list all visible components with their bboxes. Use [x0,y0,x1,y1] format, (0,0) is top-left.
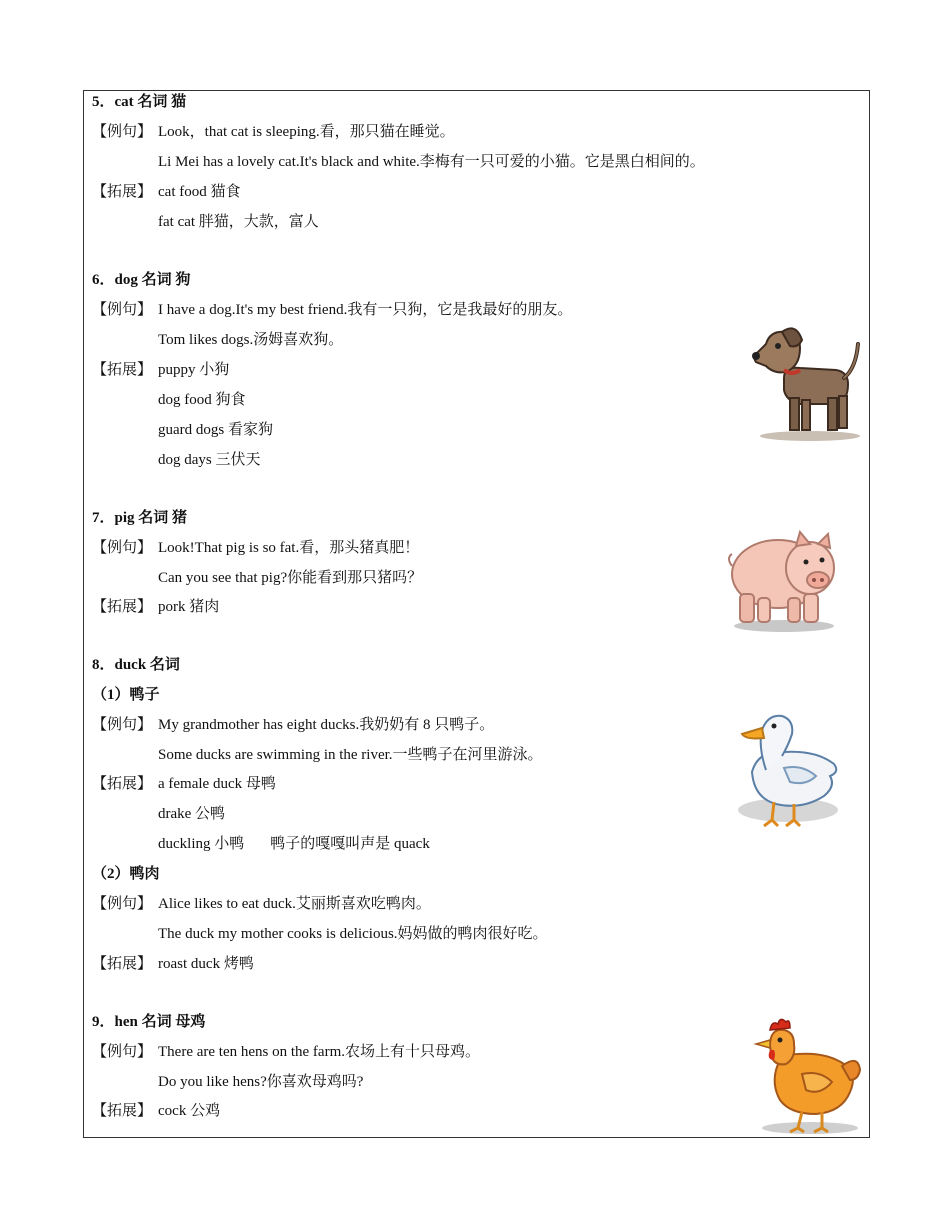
entry-dog-extension-3: guard dogs 看家狗 [158,422,273,438]
entry-duck-example-4: The duck my mother cooks is delicious.妈妈做的鸭肉很好吃。 [158,926,548,942]
entry-duck-extension-1: 【拓展】 a female duck 母鸭 [92,776,276,792]
entry-duck-extension-2: drake 公鸭 [158,806,226,822]
entry-cat-heading: 5．cat 名词 猫 [92,94,187,110]
example-label: 【例句】 [92,124,153,140]
duck-illustration [732,706,844,834]
example-label: 【例句】 [92,540,153,556]
entry-pig-extension-1: 【拓展】 pork 猪肉 [92,599,220,615]
example-label: 【例句】 [92,717,153,733]
entry-hen-heading: 9．hen 名词 母鸡 [92,1014,206,1030]
entry-cat-extension-1: 【拓展】 cat food 猫食 [92,184,241,200]
entry-hen-example-1: 【例句】 There are ten hens on the farm.农场上有十只母鸡。 [92,1044,480,1060]
entry-duck-example-2: Some ducks are swimming in the river.一些鸭子在河里游泳。 [158,747,543,763]
extension-label: 【拓展】 [92,1103,153,1119]
entry-duck-sense-2: （2）鸭肉 [92,866,160,882]
example-label: 【例句】 [92,896,153,912]
extension-label: 【拓展】 [92,362,153,378]
entry-dog-heading: 6．dog 名词 狗 [92,272,191,288]
entry-duck-example-1: 【例句】 My grandmother has eight ducks.我奶奶有 8 只鸭子。 [92,717,495,733]
entry-pig-example-1: 【例句】 Look!That pig is so fat.看，那头猪真肥！ [92,540,420,556]
entry-duck-heading: 8．duck 名词 [92,657,180,673]
entry-dog-example-1: 【例句】 I have a dog.It's my best friend.我有一只狗，它是我最好的朋友。 [92,302,573,318]
extension-label: 【拓展】 [92,776,153,792]
extension-label: 【拓展】 [92,956,153,972]
entry-duck-example-3: 【例句】 Alice likes to eat duck.艾丽斯喜欢吃鸭肉。 [92,896,431,912]
entry-duck-extension-4: 【拓展】 roast duck 烤鸭 [92,956,254,972]
example-label: 【例句】 [92,1044,153,1060]
extension-label: 【拓展】 [92,599,153,615]
entry-duck-extension-3: duckling 小鸭 鸭子的嘎嘎叫声是 quack [158,836,430,852]
entry-hen-example-2: Do you like hens?你喜欢母鸡吗? [158,1074,364,1090]
example-label: 【例句】 [92,302,153,318]
hen-illustration [746,1014,870,1138]
dog-illustration [744,318,870,444]
entry-duck-sense-1: （1）鸭子 [92,687,160,703]
entry-pig-example-2: Can you see that pig?你能看到那只猪吗？ [158,570,423,586]
entry-pig-heading: 7．pig 名词 猪 [92,510,188,526]
extension-label: 【拓展】 [92,184,153,200]
entry-dog-extension-4: dog days 三伏天 [158,452,261,468]
entry-cat-example-1: 【例句】 Look，that cat is sleeping.看，那只猫在睡觉。 [92,124,455,140]
entry-cat-extension-2: fat cat 胖猫，大款，富人 [158,214,319,230]
entry-dog-extension-1: 【拓展】 puppy 小狗 [92,362,230,378]
pig-illustration [726,514,840,634]
entry-dog-extension-2: dog food 狗食 [158,392,246,408]
entry-dog-example-2: Tom likes dogs.汤姆喜欢狗。 [158,332,344,348]
entry-cat-example-2: Li Mei has a lovely cat.It's black and white.李梅有一只可爱的小猫。它是黑白相间的。 [158,154,705,170]
entry-hen-extension-1: 【拓展】 cock 公鸡 [92,1103,221,1119]
